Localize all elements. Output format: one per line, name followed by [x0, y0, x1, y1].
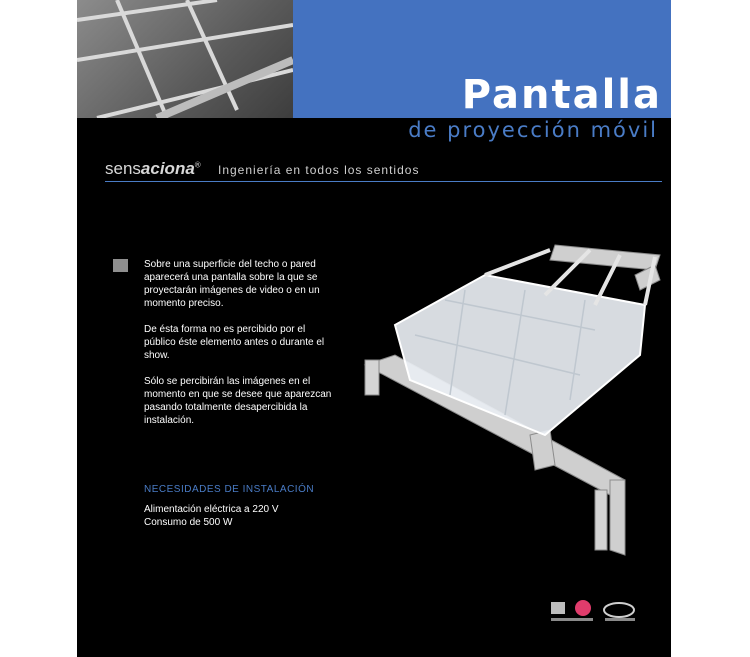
requirements-list: [144, 503, 279, 529]
square-bullet-icon: [113, 259, 128, 272]
projection-screen-image: [355, 235, 675, 565]
sensaciona-logo: [105, 159, 201, 179]
partner-logos-graphic: [549, 596, 639, 626]
requirement-item: Consumo de 500 W: [144, 517, 233, 528]
partner-logos: [549, 596, 639, 626]
description-paragraph: Sobre una superficie del techo o pared aparecerá una pantalla sobre la que se proyectarán imágenes de video o en un momento preciso.: [144, 259, 320, 309]
page-title: Pantalla: [461, 72, 662, 118]
left-margin: [0, 0, 77, 657]
description: [144, 258, 336, 440]
structure-frame-illustration: [77, 0, 293, 118]
projection-screen-illustration: [355, 235, 675, 565]
brand-tagline: Ingeniería en todos los sentidos: [218, 163, 420, 177]
registered-mark: ®: [194, 160, 201, 170]
requirements-heading: NECESIDADES DE INSTALACIÓN: [144, 484, 315, 495]
page-subtitle: de proyección móvil: [408, 118, 658, 142]
description-paragraph: De ésta forma no es percibido por el público éste elemento antes o durante el show.: [144, 324, 325, 361]
logo-text-part1: sens: [105, 159, 141, 178]
brand-bar: [105, 157, 662, 182]
requirement-item: Alimentación eléctrica a 220 V: [144, 504, 279, 515]
description-paragraph: Sólo se percibirán las imágenes en el momento en que se desee que aparezcan pasando totalmente desapercibida la instalación.: [144, 376, 332, 426]
right-margin: [671, 0, 750, 657]
logo-text-part2: aciona: [140, 159, 195, 178]
hero-structure-image: [77, 0, 293, 118]
